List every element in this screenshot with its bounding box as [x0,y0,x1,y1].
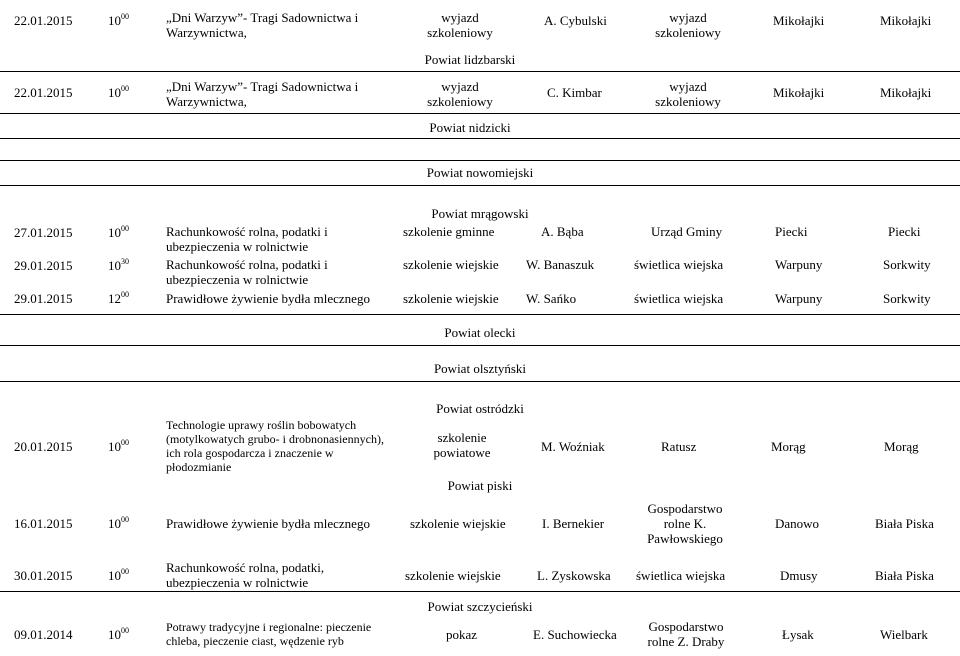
town: Warpuny [775,291,823,306]
commune: Morąg [884,439,919,454]
section-header-szczycienski: Powiat szczycieński [427,599,533,614]
town: Mikołajki [773,85,825,100]
place: świetlica wiejska [636,568,726,583]
place: Gospodarstwo rolne Z. Draby [647,619,725,649]
date: 20.01.2015 [14,439,73,454]
lead: C. Kimbar [547,85,602,100]
form: szkolenie wiejskie [405,568,501,583]
time: $10^{00}$ [108,626,129,642]
place: Urząd Gminy [651,224,723,239]
place: Gospodarstwo rolne K. Pawłowskiego [647,501,723,546]
town: Łysak [782,627,814,642]
topic: Technologie uprawy roślin bobowatych (motylkowatych grubo- i drobnonasiennych), ich rola gospodarcza i znaczenie w płodozmianie [166,418,384,474]
section-header-olsztynski: Powiat olsztyński [433,361,527,376]
lead: W. Sańko [526,291,577,306]
lead: A. Bąba [541,224,584,239]
topic: Potrawy tradycyjne i regionalne: pieczenie chleba, pieczenie ciast, wędzenie ryb [166,620,372,648]
divider [0,591,960,592]
date: 30.01.2015 [14,568,73,583]
topic: Rachunkowość rolna, podatki i ubezpieczenia w rolnictwie [166,224,328,254]
commune: Biała Piska [875,516,934,531]
lead: A. Cybulski [544,13,607,28]
form: pokaz [446,627,478,642]
time: $10^{30}$ [108,257,129,273]
place: Ratusz [661,439,697,454]
form: wyjazd szkoleniowy [427,10,493,40]
topic: Rachunkowość rolna, podatki i ubezpieczenia w rolnictwie [166,257,328,287]
commune: Mikołajki [880,85,932,100]
lead: I. Bernekier [542,516,605,531]
lead: L. Zyskowska [537,568,611,583]
section-header-nowomiejski: Powiat nowomiejski [426,165,534,180]
divider [0,113,960,114]
commune: Sorkwity [883,291,931,306]
town: Danowo [775,516,820,531]
commune: Wielbark [880,627,928,642]
lead: W. Banaszuk [526,257,595,272]
date: 22.01.2015 [14,13,73,28]
date: 09.01.2014 [14,627,73,642]
date: 16.01.2015 [14,516,73,531]
topic: Rachunkowość rolna, podatki, ubezpieczenia w rolnictwie [166,560,325,590]
place: świetlica wiejska [634,257,724,272]
divider [0,314,960,315]
time: $10^{00}$ [108,515,129,531]
place: wyjazd szkoleniowy [655,10,721,40]
section-header-ostrodzki: Powiat ostródzki [436,401,524,416]
section-header-olecki: Powiat olecki [444,325,516,340]
lead: M. Woźniak [541,439,605,454]
topic: „Dni Warzyw”- Tragi Sadownictwa i Warzywnictwa, [166,79,359,109]
place: wyjazd szkoleniowy [655,79,721,109]
form: wyjazd szkoleniowy [427,79,493,109]
section-header-piski: Powiat piski [447,478,513,493]
date: 22.01.2015 [14,85,73,100]
date: 29.01.2015 [14,291,73,306]
divider [0,160,960,161]
divider [0,381,960,382]
divider [0,138,960,139]
time: $10^{00}$ [108,567,129,583]
form: szkolenie powiatowe [433,430,491,460]
section-header-nidzicki: Powiat nidzicki [429,120,511,135]
town: Mikołajki [773,13,825,28]
time: $10^{00}$ [108,12,129,28]
commune: Piecki [888,224,921,239]
date: 29.01.2015 [14,258,73,273]
form: szkolenie wiejskie [403,291,499,306]
town: Warpuny [775,257,823,272]
town: Morąg [771,439,806,454]
section-header-mragowski: Powiat mrągowski [431,206,529,221]
commune: Biała Piska [875,568,934,583]
divider [0,71,960,72]
town: Piecki [775,224,808,239]
topic: „Dni Warzyw”- Tragi Sadownictwa i Warzywnictwa, [166,10,359,40]
commune: Sorkwity [883,257,931,272]
section-header-lidzbarski: Powiat lidzbarski [424,52,516,67]
town: Dmusy [780,568,818,583]
form: szkolenie wiejskie [410,516,506,531]
time: $12^{00}$ [108,290,129,306]
divider [0,185,960,186]
time: $10^{00}$ [108,224,129,240]
form: szkolenie gminne [403,224,495,239]
divider [0,345,960,346]
topic: Prawidłowe żywienie bydła mlecznego [166,291,370,306]
commune: Mikołajki [880,13,932,28]
time: $10^{00}$ [108,438,129,454]
time: $10^{00}$ [108,84,129,100]
date: 27.01.2015 [14,225,73,240]
lead: E. Suchowiecka [533,627,617,642]
place: świetlica wiejska [634,291,724,306]
topic: Prawidłowe żywienie bydła mlecznego [166,516,370,531]
form: szkolenie wiejskie [403,257,499,272]
